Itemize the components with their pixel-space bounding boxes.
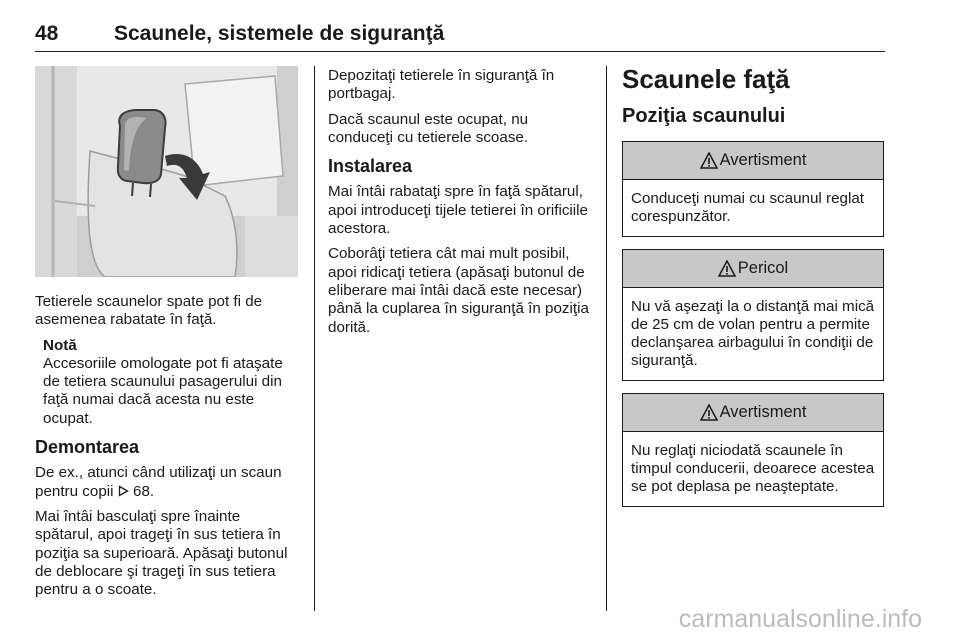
watermark: carmanualsonline.info — [678, 605, 922, 633]
column-divider — [314, 66, 315, 611]
column-divider — [606, 66, 607, 611]
column-left — [35, 293, 300, 606]
column-right — [622, 64, 887, 519]
note-title: Notă — [43, 336, 77, 354]
warning-box — [622, 393, 884, 507]
removal-paragraph-2: Mai întâi basculaţi spre înainte spătarul, apoi trageţi în sus tetiera în poziţia sa superioară. Apăsaţi butonul de deblocare şi trageţi în sus tetiera pentru a o scoate. — [35, 507, 288, 599]
column-middle — [328, 67, 593, 344]
warning-box-header — [623, 142, 883, 180]
section-title: Scaunele faţă — [622, 64, 790, 94]
chapter-title: Scaunele, sistemele de siguranţă — [114, 22, 445, 45]
header-rule — [35, 51, 885, 52]
danger-box — [622, 249, 884, 381]
note-block — [43, 337, 300, 428]
page-number: 48 — [35, 22, 59, 45]
danger-box-text: Nu vă aşezaţi la o distanţă mai mică de 25 cm de volan pentru a permite declanşarea airbagului în condiţii de siguranţă. — [631, 297, 875, 370]
warning-box-header — [623, 394, 883, 432]
danger-box-header — [623, 250, 883, 288]
occupied-seat-paragraph: Dacă scaunul este ocupat, nu conduceţi cu tetierele scoase. — [328, 110, 529, 146]
note-text: Accesoriile omologate pot fi ataşate de tetiera scaunului pasagerului din faţă numai dacă acesta nu este ocupat. — [43, 354, 283, 427]
page-reference-link[interactable]: 68. — [133, 482, 155, 500]
warning-triangle-icon — [700, 152, 718, 169]
subsection-title: Poziţia scaunului — [622, 105, 786, 127]
warning-box-text: Nu reglaţi niciodată scaunele în timpul conducerii, deoarece acestea se pot deplasa pe neaşteptate. — [631, 441, 875, 496]
install-paragraph-1: Mai întâi rabataţi spre în faţă spătarul, apoi introduceţi tijele tetierei în orificiile acestora. — [328, 183, 589, 238]
page-reference-arrow-icon[interactable] — [118, 485, 129, 497]
removal-paragraph-1-text: De ex., atunci când utilizaţi un scaun pentru copii — [35, 464, 282, 500]
install-heading: Instalarea — [328, 156, 413, 177]
warning-triangle-icon — [718, 260, 736, 277]
warning-box-title: Avertisment — [719, 151, 807, 170]
install-paragraph-2: Coborâţi tetiera cât mai mult posibil, apoi ridicaţi tetiera (apăsaţi butonul de eliberare mai întâi dacă este necesar) până la cuplarea în siguranţă în poziţia dorită. — [328, 245, 589, 336]
warning-triangle-icon — [700, 404, 718, 421]
storage-paragraph: Depozitaţi tetierele în siguranţă în portbagaj. — [328, 67, 555, 103]
intro-paragraph: Tetierele scaunelor spate pot fi de asemenea rabatate în faţă. — [35, 293, 263, 329]
warning-box-text: Conduceţi numai cu scaunul reglat corespunzător. — [631, 190, 865, 226]
warning-box-title: Avertisment — [719, 403, 807, 422]
warning-box — [622, 141, 884, 237]
removal-heading: Demontarea — [35, 437, 140, 458]
danger-box-title: Pericol — [737, 258, 789, 277]
headrest-illustration — [35, 66, 298, 277]
removal-paragraph-1 — [35, 464, 300, 501]
